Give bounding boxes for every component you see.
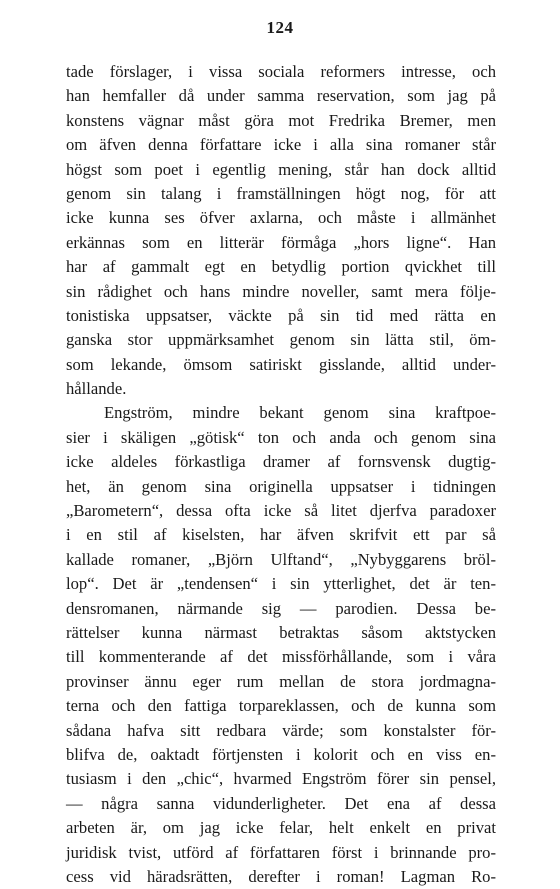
text-line: till kommenterande af det missförhållande, som i våra [66, 647, 496, 667]
text-line: cess vid häradsrätten, derefter i roman! Lagman Ro- [66, 866, 496, 886]
text-line: arbeten är, om jag icke felar, helt enkelt en privat [66, 818, 496, 838]
text-line: lop“. Det är „tendensen“ i sin ytterlighet, det är ten- [66, 574, 496, 594]
text-line: juridisk tvist, utförd af författaren först i brinnande pro- [66, 842, 496, 862]
text-line: genom sin talang i framställningen högt nog, för att [66, 183, 496, 203]
text-line: terna och den fattiga torpareklassen, och de kunna som [66, 696, 496, 716]
text-line: — några sanna vidunderligheter. Det ena af dessa [66, 793, 496, 813]
text-line: het, än genom sina originella uppsatser i tidningen [66, 476, 496, 496]
text-line: erkännas som en litterär förmåga „hors ligne“. Han [66, 232, 496, 252]
text-line: rättelser kunna närmast betraktas såsom aktstycken [66, 622, 496, 642]
page-number: 124 [266, 18, 294, 37]
text-line: ganska stor uppmärksamhet genom sin lätta stil, öm- [66, 330, 496, 350]
text-line: icke kunna ses öfver axlarna, och måste i allmänhet [66, 208, 496, 228]
paragraph [66, 401, 496, 889]
text-line: högst som poet i egentlig mening, står han dock alltid [66, 159, 496, 179]
body-text [66, 60, 496, 889]
text-line: blifva de, oaktadt förtjensten i kolorit och en viss en- [66, 744, 496, 764]
text-line: konstens vägnar måst göra mot Fredrika Bremer, men [66, 110, 496, 130]
text-line: sin rådighet och hans mindre noveller, samt mera följe- [66, 281, 496, 301]
text-line: sådana hafva sitt redbara värde; som konstalster för- [66, 720, 496, 740]
text-line: „Barometern“, dessa ofta icke så litet djerfva paradoxer [66, 501, 496, 521]
text-line: som lekande, ömsom satiriskt gisslande, alltid under- [66, 354, 496, 374]
text-line: Engström, mindre bekant genom sina kraftpoe- [104, 403, 496, 423]
text-line: har af gammalt egt en betydlig portion qvickhet till [66, 257, 496, 277]
text-line: om äfven denna författare icke i alla sina romaner står [66, 135, 496, 155]
text-line: tade förslager, i vissa sociala reformers intresse, och [66, 62, 496, 81]
text-line: hållande. [66, 379, 127, 399]
text-line: sier i skäligen „götisk“ ton och anda och genom sina [66, 427, 496, 447]
text-line: i en stil af kiselsten, har äfven skrifvit ett par så [66, 525, 496, 545]
text-line: kallade romaner, „Björn Ulftand“, „Nybyggarens bröl- [66, 549, 496, 569]
text-line: han hemfaller då under samma reservation, som jag på [66, 86, 496, 106]
text-line: tonistiska uppsatser, väckte på sin tid med rätta en [66, 305, 496, 325]
paragraph [66, 60, 496, 401]
text-line: icke aldeles förkastliga dramer af fornsvensk dugtig- [66, 452, 496, 472]
text-line: densromanen, närmande sig — parodien. Dessa be- [66, 598, 496, 618]
text-line: provinser ännu eger rum mellan de stora jordmagna- [66, 671, 496, 691]
text-line: tusiasm i den „chic“, hvarmed Engström förer sin pensel, [66, 769, 496, 789]
